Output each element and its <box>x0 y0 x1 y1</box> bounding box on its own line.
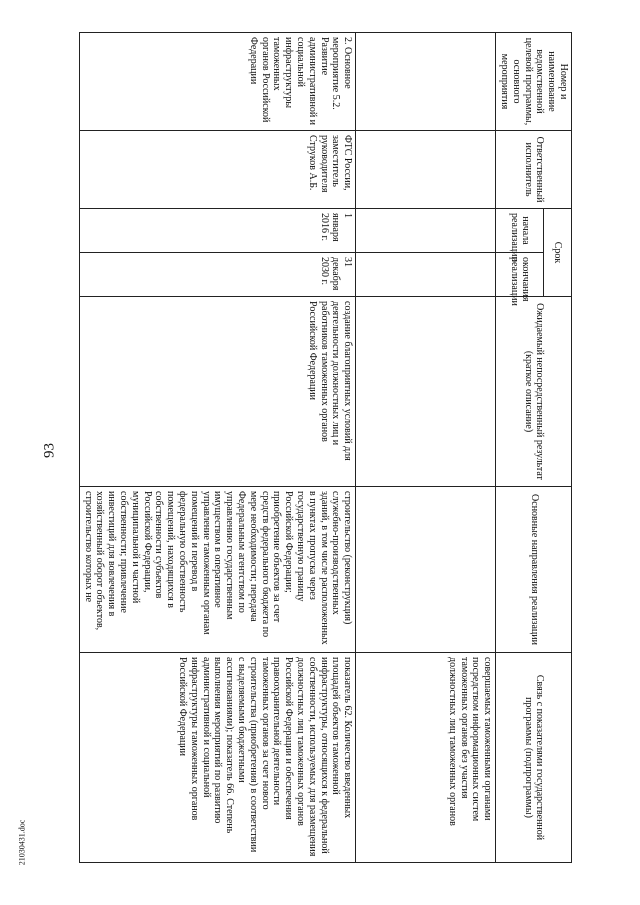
table-row <box>79 33 355 863</box>
header-start: начала реализации <box>496 209 544 253</box>
header-executor: Ответственный исполнитель <box>496 131 572 209</box>
cell-indicators-continued: совершаемых таможенными органами посредством информационных систем таможенных органов без участия должностных лиц таможенных органов <box>356 653 496 863</box>
table-row-continuation <box>356 33 496 863</box>
cell-empty <box>356 131 496 209</box>
header-indicators-link: Связь с показателями государственной программы (подпрограммы) <box>496 653 572 863</box>
header-term: Срок <box>543 209 571 297</box>
cell-empty <box>356 253 496 297</box>
cell-empty <box>356 209 496 253</box>
cell-end-date: 31 декабря 2030 г. <box>79 253 355 297</box>
cell-empty <box>356 487 496 653</box>
document-id: 21030431.doc <box>17 819 27 866</box>
cell-empty <box>356 33 496 131</box>
cell-expected-result: создание благоприятных условий для деятельности должностных лиц и работников таможенных органов Российской Федерации <box>79 297 355 487</box>
header-program-name: Номер и наименование ведомственной целевой программы, основного мероприятия <box>496 33 572 131</box>
cell-start-date: 1 января 2016 г. <box>79 209 355 253</box>
header-end: окончания реализации <box>496 253 544 297</box>
cell-indicators: показатель 62. Количество введенных площадей объектов таможенной инфраструктуры, относящихся к федеральной собственности, используемых для размещения должностных лиц таможенных органов Российской Федерации и обеспечения правоохранительной деятельности таможенных органов за счет нового строительства (приобретения) в соответствии с выделяемыми бюджетными ассигнованиями); показатель 66. Степень выполнения мероприятий по развитию административной и социальной инфраструктуры таможенных органов Российской Федерации <box>79 653 355 863</box>
cell-executor: ФТС России, заместитель руководителя Струков А.Б. <box>79 131 355 209</box>
rotated-table-container <box>32 32 572 862</box>
cell-directions: строительство (реконструкция) служебно-производственных зданий, в том числе расположенных в пунктах пропуска через государственную границу Российской Федерации; приобретение объектов за счет средств федерального бюджета по мере необходимости; передача Федеральным агентством по управлению государственным имуществом в оперативное управление таможенным органам помещений и перевод в федеральную собственность помещений, находящихся в собственности субъектов Российской Федерации, муниципальной и частной собственности; привлечение инвестиций для вовлечения в хозяйственный оборот объектов, строительство которых не <box>79 487 355 653</box>
cell-empty <box>356 297 496 487</box>
page-number: 93 <box>41 443 58 458</box>
cell-program-name: 2. Основное мероприятие 5.2. Развитие административной и социальной инфраструктуры таможенных органов Российской Федерации <box>79 33 355 131</box>
header-expected-result: Ожидаемый непосредственный результат (краткое описание) <box>496 297 572 487</box>
header-directions: Основные направления реализации <box>496 487 572 653</box>
measures-table <box>79 32 572 863</box>
